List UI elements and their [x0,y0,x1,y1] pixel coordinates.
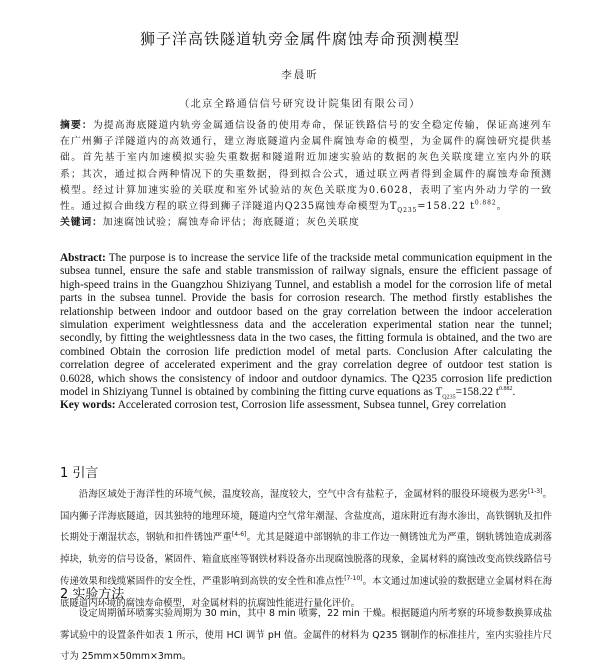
citation-ref-c: [7-10] [344,574,363,582]
methods-paragraph: 设定周期循环喷雾实验周期为 30 min，其中 8 min 喷雾，22 min 干燥。根据隧道内所考察的环境参数换算成盐雾试验中的设置条件如表 1 所示，使用 HCl 调节 pH 值。金属件的材料为 Q235 钢制作的标准挂片，室内实验挂片尺寸为 25mm×50mm×3mm。 [60,608,552,663]
abstract-cn-text: 为提高海底隧道内轨旁金属通信设备的使用寿命，保证铁路信号的安全稳定传输，保证高速列车在广州狮子洋隧道内的高效通行，建立海底隧道内金属件腐蚀寿命的模型，为金属件的腐蚀研究提供基础。首先基于室内加速模拟实验失重数据和隧道附近加速实验站的数据的灰色关联度建立室内外的联系；其次，通过拟合两种情况下的失重数据，得到拟合公式，通过联立两者得到金属件的腐蚀寿命预测模型。经过计算加速实验的关联度和室外试验站的灰色关联度为0.6028，表明了室内外动力学的一致性。通过拟合曲线方程的联立得到狮子洋隧道内Q235腐蚀寿命模型为T [60,120,552,213]
keywords-cn-label: 关键词： [60,217,103,229]
citation-ref-a: [1-3] [527,487,543,495]
abstract-en-text: The purpose is to increase the service life of the trackside metal communication equipment in the subsea tunnel, ensure the safe and stable transmission of railway signals, ensure the efficient passage of high-speed trains in the Guangzhou Shiziyang Tunnel, and establish a model for the corrosion life of metal parts in the subsea tunnel. Provide the basis for corrosion research. The method firstly establishes the relationship between indoor and outdoor based on the gray correlation between the indoor acceleration simulation experiment weightlessness data and the acceleration experimental station near the tunnel; secondly, by fitting the weightlessness data in the two cases, the fitting formula is obtained, and the two are combined Obtain the corrosion life prediction model of metal parts. Conclusion After calculating the correlation degree of accelerated experiment and the gray correlation degree of outdoor test station is 0.6028, which shows the consistency of indoor and outdoor dynamics. The Q235 corrosion life prediction model in Shiziyang Tunnel is obtained by combining the fitting curve equations as T [60,252,552,399]
section-heading-methods: 2 实验方法 [60,587,125,602]
paper-title: 狮子洋高铁隧道轨旁金属件腐蚀寿命预测模型 [139,30,460,48]
section-heading-introduction: 1 引言 [60,466,99,481]
abstract-cn-formula-sub: Q235 [397,206,418,214]
chinese-abstract-block [60,118,552,231]
intro-text-c: 。尤其是隧道中部钢轨的非工作边一侧锈蚀尤为严重，钢轨锈蚀造成剥落掉块，轨旁的信号设备，紧固件、箱盒底座等钢铁材料设备亦出现腐蚀脱落的现象，金属材料的腐蚀改变高铁线路信号传递效果和线缆紧固件的安全性，严重影响到高铁的安全性和准点性 [60,532,552,587]
introduction-paragraph [60,484,552,614]
abstract-cn-formula: =158.22 t [417,201,475,213]
keywords-en-text: Accelerated corrosion test, Corrosion life assessment, Subsea tunnel, Grey correlation [117,399,507,412]
abstract-en-formula-sup: 0.882 [499,386,513,393]
abstract-en-formula: =158.22 t [455,386,500,399]
keywords-en-label: Key words: [60,399,116,412]
abstract-cn-end: 。 [496,201,508,213]
abstract-en-end: . [512,386,516,399]
intro-text-b: 。国内狮子洋海底隧道，因其独特的地理环境，隧道内空气常年潮湿、含盐度高，道床附近有海水渗出，高铁钢轨及扣件长期处于潮湿状态，钢轨和扣件锈蚀严重 [60,489,552,544]
english-abstract-block [60,252,552,413]
abstract-cn-formula-sup: 0.882 [474,199,497,207]
author-affiliation: （北京全路通信信号研究设计院集团有限公司） [179,99,421,110]
author-name: 李晨昕 [281,69,319,81]
intro-text-d: 。本文通过加速试验的数据建立金属材料在海底隧道内环境的腐蚀寿命模型，对金属材料的抗腐蚀性能进行量化评价。 [60,575,552,609]
abstract-en-label: Abstract: [60,252,106,264]
citation-ref-b: [4-6] [231,531,247,539]
intro-text-a: 沿海区域处于海洋性的环境气候，温度较高，湿度较大，空气中含有盐粒子，金属材料的服役环境极为恶劣 [78,489,528,500]
abstract-cn-label: 摘要： [60,120,93,131]
abstract-en-formula-sub: Q235 [442,394,456,401]
keywords-cn-text: 加速腐蚀试验；腐蚀寿命评估；海底隧道；灰色关联度 [102,217,360,229]
